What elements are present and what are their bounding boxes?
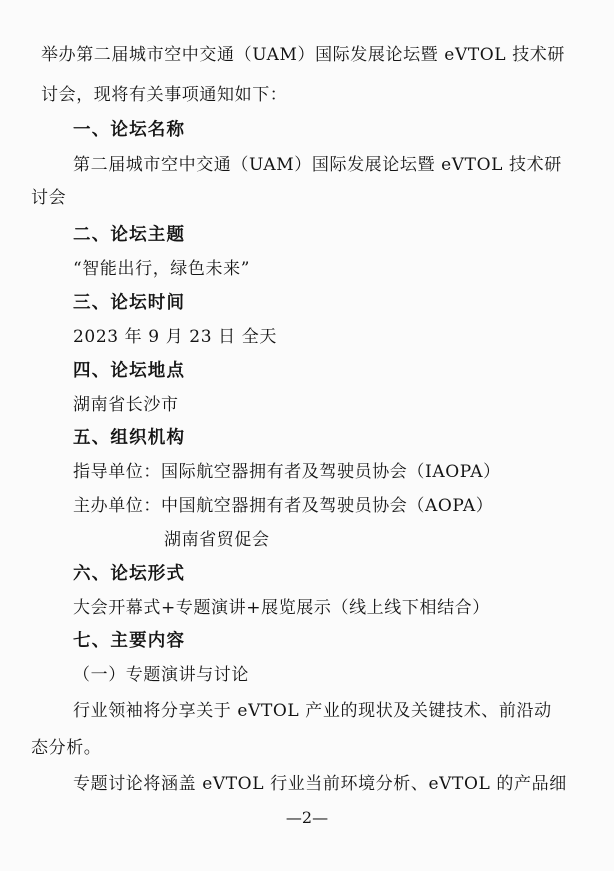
section-1-heading: 一、论坛名称 (73, 120, 186, 140)
section-7-subheading-1: （一）专题演讲与讨论 (73, 665, 249, 685)
section-3-text: 2023 年 9 月 23 日 全天 (73, 327, 277, 347)
intro-line-2: 讨会，现将有关事项通知如下： (41, 85, 288, 105)
section-6-heading: 六、论坛形式 (73, 564, 186, 584)
section-4-heading: 四、论坛地点 (73, 361, 186, 381)
section-7-para-2-line-1: 专题讨论将涵盖 eVTOL 行业当前环境分析、eVTOL 的产品细 (73, 774, 567, 794)
host-unit-line: 主办单位：中国航空器拥有者及驾驶员协会（AOPA） (73, 496, 494, 516)
section-7-heading: 七、主要内容 (73, 631, 186, 651)
section-5-heading: 五、组织机构 (73, 428, 186, 448)
section-6-text: 大会开幕式+专题演讲+展览展示（线上线下相结合） (73, 598, 490, 618)
section-2-heading: 二、论坛主题 (73, 225, 186, 245)
section-1-line-1: 第二届城市空中交通（UAM）国际发展论坛暨 eVTOL 技术研 (73, 155, 562, 175)
section-3-heading: 三、论坛时间 (73, 293, 186, 313)
host-unit-line-2: 湖南省贸促会 (164, 530, 270, 550)
section-2-text: “智能出行，绿色未来” (73, 259, 250, 279)
section-1-line-2: 讨会 (31, 188, 67, 208)
section-4-text: 湖南省长沙市 (73, 395, 179, 415)
intro-line-1: 举办第二届城市空中交通（UAM）国际发展论坛暨 eVTOL 技术研 (41, 45, 565, 65)
page-number: —2— (285, 808, 329, 827)
section-7-para-1-line-2: 态分析。 (31, 738, 102, 758)
guide-unit-line: 指导单位：国际航空器拥有者及驾驶员协会（IAOPA） (73, 462, 501, 482)
section-7-para-1-line-1: 行业领袖将分享关于 eVTOL 产业的现状及关键技术、前沿动 (73, 701, 552, 721)
